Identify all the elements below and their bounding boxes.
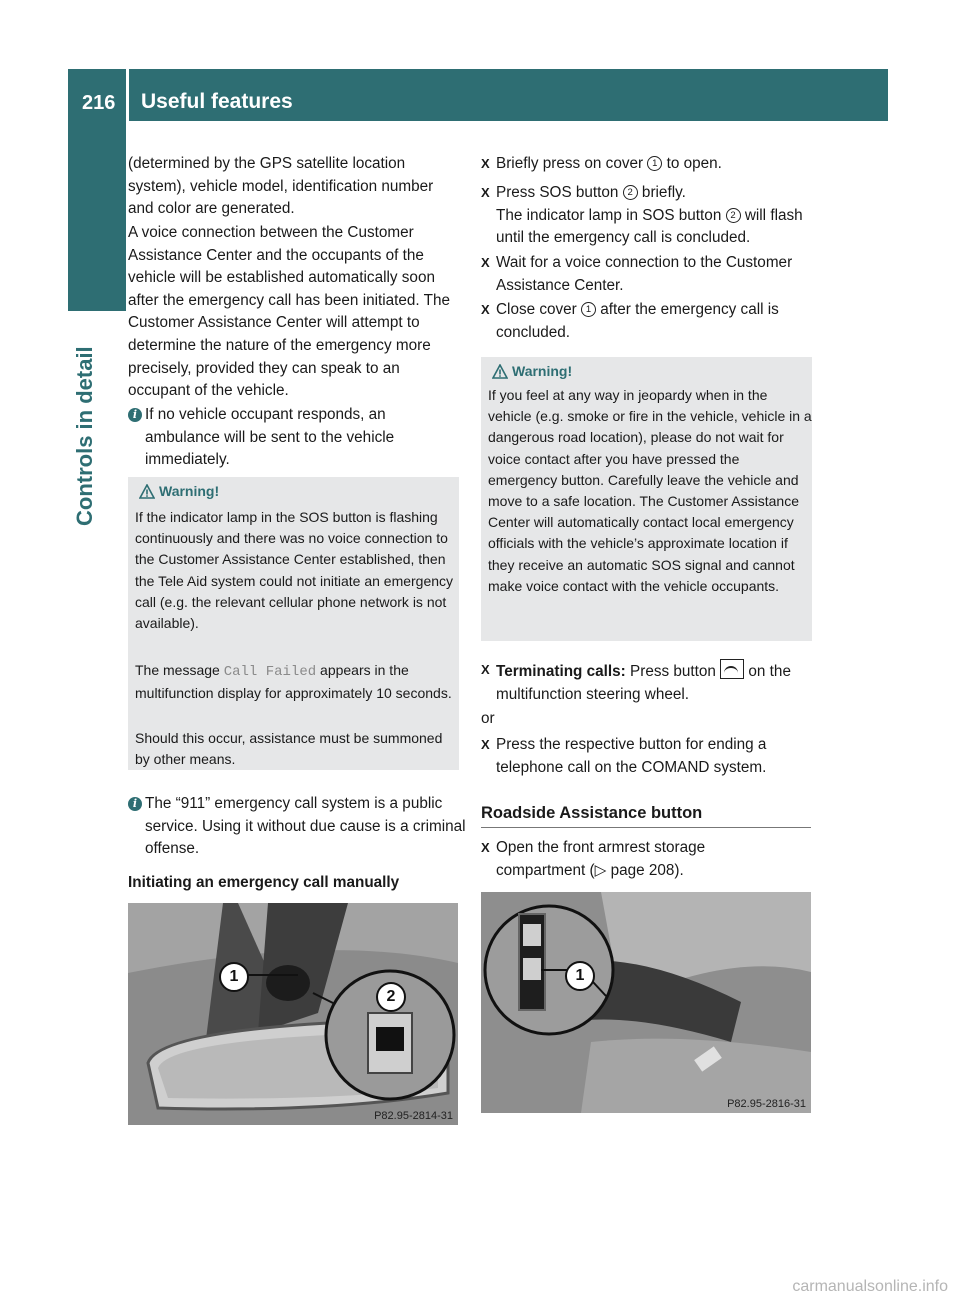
- step-arrow-icon: X: [481, 255, 490, 270]
- section-heading: Roadside Assistance button: [481, 804, 703, 822]
- warning-title: Warning!: [495, 363, 572, 379]
- instruction-step: X Press the respective button for ending a telephone call on the COMAND system.: [481, 736, 767, 776]
- step-arrow-icon: X: [481, 156, 490, 171]
- page-number: 216: [82, 92, 116, 114]
- callout-ref: 2: [726, 208, 741, 223]
- info-text: If no vehicle occupant responds, an ambulance will be sent to the vehicle immediately.: [145, 406, 395, 469]
- step-arrow-icon: X: [481, 840, 490, 855]
- warning-icon: [139, 484, 155, 500]
- info-text: The “911” emergency call system is a public service. Using it without due cause is a criminal offense.: [145, 795, 466, 858]
- instruction-step: X Press SOS button 2 briefly. The indicator lamp in SOS button 2 will flash until the emergency call is concluded.: [481, 184, 803, 247]
- end-call-icon: [720, 659, 744, 679]
- side-tab: [68, 121, 126, 311]
- photo-code: P82.95-2816-31: [727, 1098, 806, 1110]
- warning-text: Should this occur, assistance must be summoned by other means.: [135, 730, 443, 768]
- warning-text: If the indicator lamp in the SOS button is flashing continuously and there was no voice connection to the Customer Assistance Center established, then the Tele Aid system could not initiate an emergency call (e.g. the relevant cellular phone network is not available).: [135, 509, 454, 632]
- warning-text: The message Call Failed appears in the multifunction display for approximately 10 seconds.: [135, 662, 452, 702]
- callout-2: 2: [376, 982, 406, 1012]
- photo-sos-button: [128, 903, 458, 1125]
- info-note: [128, 404, 457, 472]
- footer-watermark: carmanualsonline.info: [792, 1278, 948, 1295]
- warning-box: [481, 357, 812, 641]
- header-separator: [126, 69, 129, 121]
- warning-title: Warning!: [142, 483, 219, 499]
- info-icon: i: [128, 797, 142, 811]
- photo-illustration: [481, 892, 811, 1113]
- warning-box: [128, 477, 459, 770]
- info-note: [128, 793, 475, 861]
- instruction-step: X Terminating calls: Press button on the multifunction steering wheel.: [481, 659, 821, 706]
- heading-rule: [481, 827, 811, 828]
- callout-1: 1: [565, 961, 595, 991]
- page-title: Useful features: [141, 90, 293, 113]
- photo-code: P82.95-2814-31: [374, 1110, 453, 1122]
- callout-ref: 1: [647, 156, 662, 171]
- photo-illustration: [128, 903, 458, 1125]
- subheading: Initiating an emergency call manually: [128, 874, 400, 891]
- instruction-step: X Open the front armrest storage compartment (▷ page 208).: [481, 839, 706, 879]
- instruction-step: X Briefly press on cover 1 to open.: [481, 153, 816, 176]
- info-icon: i: [128, 408, 142, 422]
- instruction-step: X Close cover 1 after the emergency call is concluded.: [481, 301, 779, 341]
- callout-ref: 2: [623, 185, 638, 200]
- photo-roadside-button: [481, 892, 811, 1113]
- step-arrow-icon: X: [481, 185, 490, 200]
- or-text: or: [481, 710, 495, 727]
- step-arrow-icon: X: [481, 662, 490, 677]
- warning-icon: [492, 364, 508, 380]
- paragraph: (determined by the GPS satellite location system), vehicle model, identification number and color are generated.: [128, 155, 434, 218]
- instruction-step: X Wait for a voice connection to the Customer Assistance Center.: [481, 254, 793, 294]
- callout-ref: 1: [581, 302, 596, 317]
- warning-text: If you feel at any way in jeopardy when in the vehicle (e.g. smoke or fire in the vehicle, vehicle in a dangerous road location), please do not wait for voice contact after you have pressed the emergency button. Carefully leave the vehicle and move to a safe location. The Customer Assistance Center will automatically contact local emergency officials with the vehicle’s approximate location if they receive an automatic SOS signal and cannot make voice contact with the vehicle occupants.: [488, 387, 812, 594]
- paragraph: A voice connection between the Customer Assistance Center and the occupants of the vehicle will be established automatically soon after the emergency call has been initiated. The Customer Assistance Center will attempt to determine the nature of the emergency more precisely, provided they can speak to an occupant of the vehicle.: [128, 224, 450, 400]
- step-arrow-icon: X: [481, 737, 490, 752]
- step-arrow-icon: X: [481, 302, 490, 317]
- callout-1: 1: [219, 962, 249, 992]
